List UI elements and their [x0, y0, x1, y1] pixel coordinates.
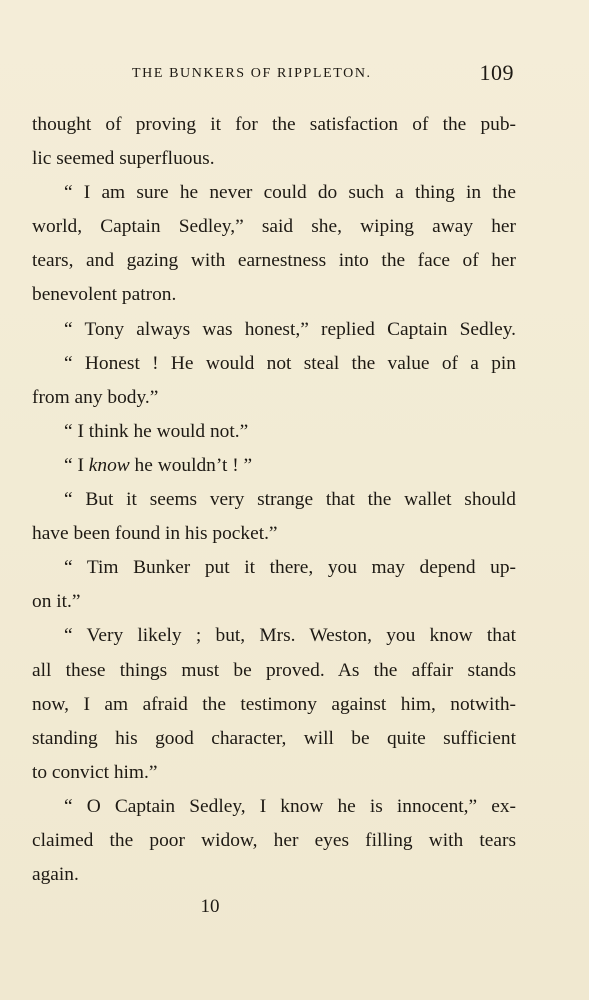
- text-line: claimed the poor widow, her eyes filling with tears: [32, 829, 516, 851]
- text-line: standing his good character, will be quite sufficient: [32, 727, 516, 749]
- text-line: again.: [32, 864, 79, 886]
- text-line: have been found in his pocket.”: [32, 523, 278, 545]
- text-line: “ Tony always was honest,” replied Captain Sedley.: [64, 318, 516, 340]
- text-line: benevolent patron.: [32, 284, 177, 306]
- page-header: [32, 60, 514, 88]
- text-fragment: he wouldn’t ! ”: [129, 454, 253, 476]
- text-line-emphasis: [32, 449, 516, 483]
- text-line: lic seemed superfluous.: [32, 148, 215, 170]
- signature-mark: 10: [200, 896, 220, 917]
- text-fragment: “ I: [64, 454, 89, 476]
- text-line: all these things must be proved. As the affair stands: [32, 659, 516, 681]
- text-line: “ O Captain Sedley, I know he is innocent,” ex-: [64, 795, 516, 817]
- text-line: now, I am afraid the testimony against him, notwith-: [32, 693, 516, 715]
- text-line: “ But it seems very strange that the wallet should: [64, 489, 516, 511]
- text-line: “ Honest ! He would not steal the value of a pin: [64, 352, 516, 374]
- body-text: [32, 108, 516, 892]
- text-line: thought of proving it for the satisfaction of the pub-: [32, 114, 516, 135]
- text-line: to convict him.”: [32, 761, 158, 783]
- text-line: “ I think he would not.”: [64, 420, 249, 442]
- text-line: tears, and gazing with earnestness into the face of her: [32, 250, 516, 272]
- running-head: THE BUNKERS OF RIPPLETON.: [132, 66, 372, 81]
- text-line: “ I am sure he never could do such a thing in the: [64, 182, 516, 204]
- emphasized-word: know: [88, 454, 130, 476]
- text-line: “ Very likely ; but, Mrs. Weston, you know that: [64, 625, 516, 647]
- text-line: “ Tim Bunker put it there, you may depend up-: [64, 557, 516, 579]
- text-line: from any body.”: [32, 386, 159, 408]
- text-line: world, Captain Sedley,” said she, wiping away her: [32, 216, 516, 238]
- text-line: on it.”: [32, 591, 81, 613]
- page-number: 109: [479, 60, 514, 85]
